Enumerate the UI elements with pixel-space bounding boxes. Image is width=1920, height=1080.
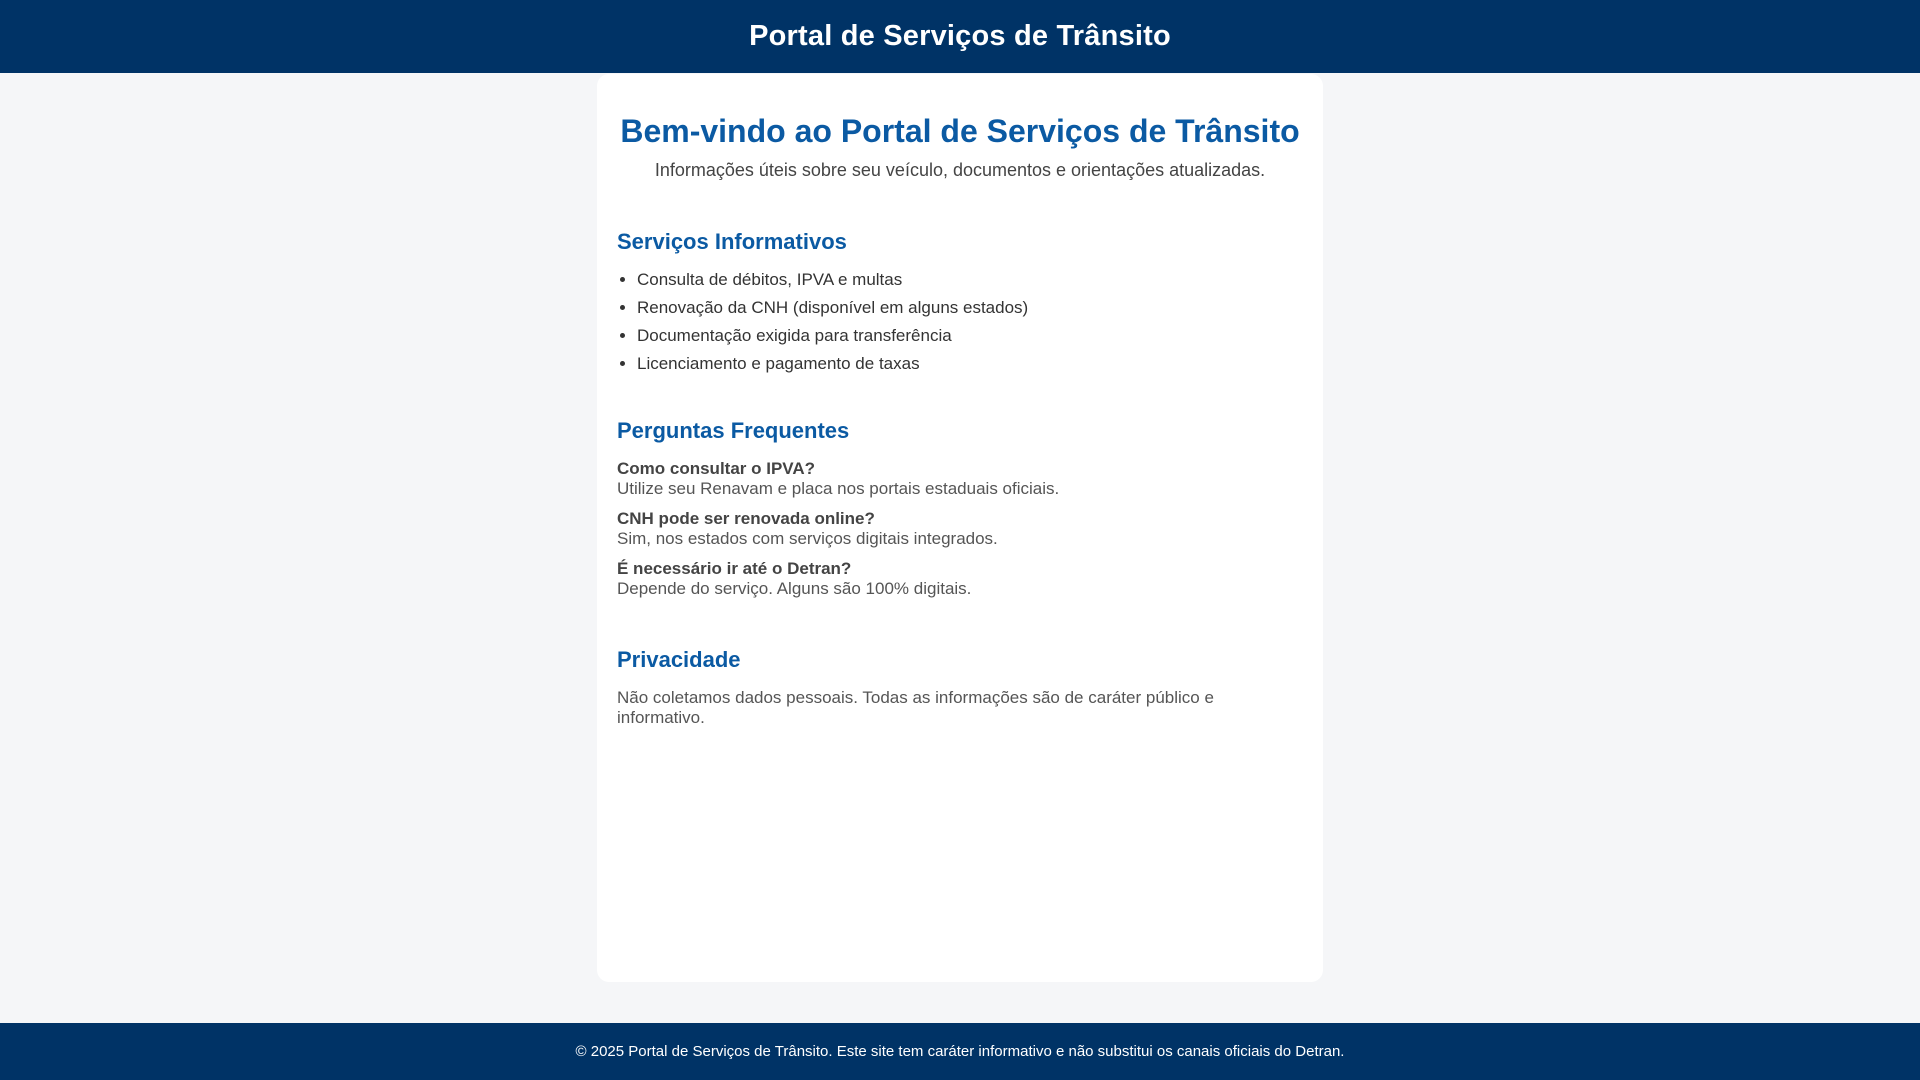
faq-list: [617, 459, 1303, 599]
services-section: [617, 229, 1303, 374]
site-title: Portal de Serviços de Trânsito: [749, 20, 1171, 52]
faq-question: Como consultar o IPVA?: [617, 459, 816, 479]
faq-section: [617, 418, 1303, 599]
services-title: Serviços Informativos: [617, 229, 847, 255]
footer-text: © 2025 Portal de Serviços de Trânsito. Este site tem caráter informativo e não substitui os canais oficiais do Detran.: [575, 1043, 1345, 1060]
faq-item: [617, 459, 1303, 499]
site-header: [0, 0, 1920, 73]
services-list: [617, 270, 1303, 374]
faq-answer: Utilize seu Renavam e placa nos portais estaduais oficiais.: [617, 479, 1060, 499]
privacy-section: [617, 647, 1303, 728]
content-card: [597, 74, 1323, 982]
welcome-subtitle: Informações úteis sobre seu veículo, documentos e orientações atualizadas.: [654, 160, 1266, 181]
faq-item: [617, 559, 1303, 599]
privacy-text: Não coletamos dados pessoais. Todas as informações são de caráter público e informativo.: [617, 688, 1214, 728]
faq-answer: Sim, nos estados com serviços digitais integrados.: [617, 529, 998, 549]
faq-item: [617, 509, 1303, 549]
service-item-cnh: • Renovação da CNH (disponível em alguns estados): [637, 298, 1303, 318]
welcome-title: Bem-vindo ao Portal de Serviços de Trânsito: [620, 113, 1300, 149]
faq-question: É necessário ir até o Detran?: [617, 559, 852, 579]
faq-question: CNH pode ser renovada online?: [617, 509, 875, 529]
service-item-licenciamento: • Licenciamento e pagamento de taxas: [637, 354, 1303, 374]
site-footer: [0, 1023, 1920, 1080]
faq-answer: Depende do serviço. Alguns são 100% digitais.: [617, 579, 972, 599]
service-item-transferencia: • Documentação exigida para transferência: [637, 326, 1303, 346]
privacy-title: Privacidade: [617, 647, 741, 673]
faq-title: Perguntas Frequentes: [617, 418, 850, 444]
service-item-debitos: • Consulta de débitos, IPVA e multas: [637, 270, 1303, 290]
